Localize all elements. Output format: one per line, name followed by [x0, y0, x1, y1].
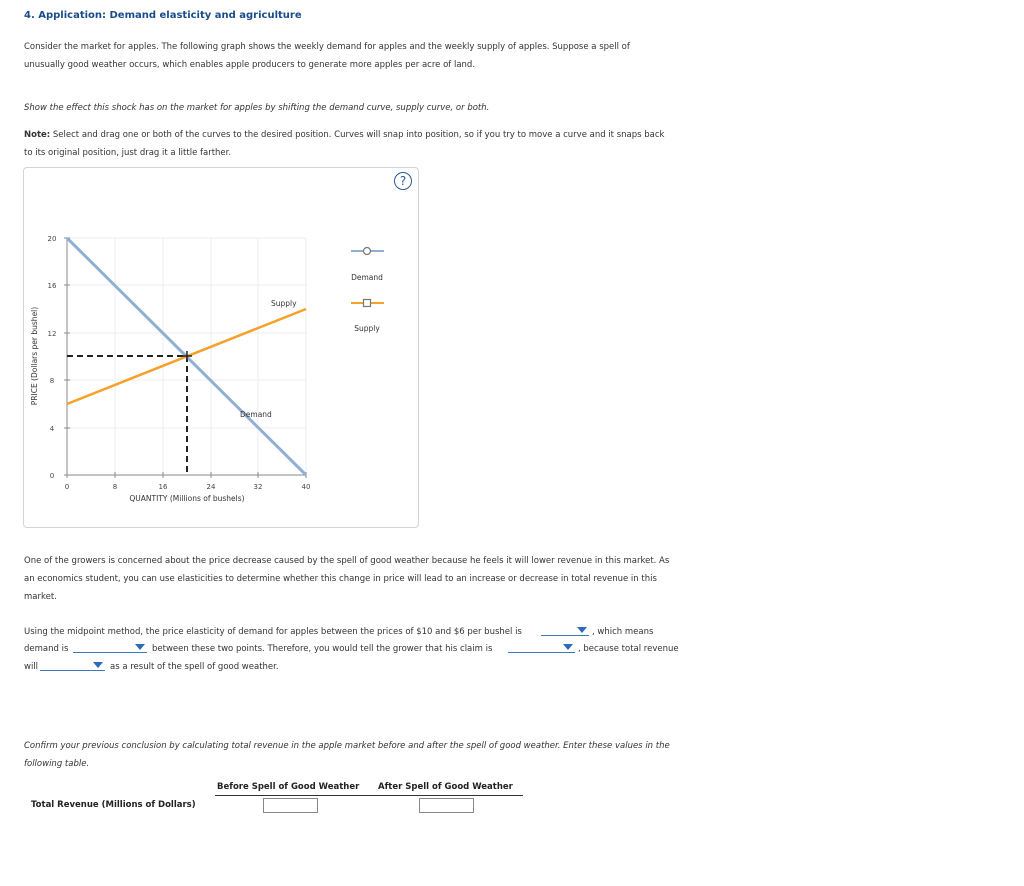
question-para-line-1: One of the growers is concerned about the price decrease caused by the spell of good weather because he feels it will lower revenue in this market. As	[24, 556, 670, 566]
chevron-down-icon	[135, 644, 145, 650]
x-tick-label: 0	[64, 483, 70, 491]
legend-demand-label: Demand	[351, 273, 383, 282]
revenue-after-input[interactable]	[419, 798, 474, 813]
question-para-line-3: market.	[24, 592, 57, 602]
sentence-1a: Using the midpoint method, the price elasticity of demand for apples between the prices of $10 and $6 per bushel is	[24, 627, 522, 637]
y-tick-label: 4	[49, 425, 55, 433]
y-tick-label: 12	[47, 330, 57, 338]
claim-dropdown[interactable]	[508, 641, 575, 653]
table-header-rule	[215, 795, 523, 796]
graph-panel	[23, 167, 419, 528]
legend-supply-icon[interactable]	[364, 300, 371, 307]
note-line-2: to its original position, just drag it a little farther.	[24, 148, 232, 158]
demand-curve-label: Demand	[240, 410, 272, 419]
page-title: 4. Application: Demand elasticity and agriculture	[24, 10, 302, 21]
y-tick-label: 0	[49, 472, 55, 480]
table-header-after: After Spell of Good Weather	[378, 782, 513, 792]
x-axis-label: QUANTITY (Millions of bushels)	[129, 494, 245, 503]
legend-supply-label: Supply	[354, 324, 380, 333]
revenue-change-dropdown[interactable]	[40, 659, 105, 671]
note-text-1: Select and drag one or both of the curves to the desired position. Curves will snap into position, so if you try to move a curve and it snaps back	[50, 130, 665, 140]
help-icon[interactable]: ?	[394, 172, 412, 190]
sentence-3a: will	[24, 662, 39, 672]
revenue-before-input[interactable]	[263, 798, 318, 813]
y-tick-label: 16	[47, 282, 57, 290]
question-para-line-2: an economics student, you can use elasticities to determine whether this change in price will lead to an increase or decrease in total revenue in this	[24, 574, 657, 584]
graph-svg	[24, 168, 418, 527]
sentence-2b: between these two points. Therefore, you would tell the grower that his claim is	[152, 644, 493, 654]
sentence-2a: demand is	[24, 644, 69, 654]
confirm-line-2: following table.	[24, 759, 90, 769]
demand-type-dropdown[interactable]	[73, 641, 147, 653]
chevron-down-icon	[577, 627, 587, 633]
chevron-down-icon	[563, 644, 573, 650]
chevron-down-icon	[93, 662, 103, 668]
sentence-2c: , because total revenue	[578, 644, 679, 654]
intro-line-2: unusually good weather occurs, which enables apple producers to generate more apples per acre of land.	[24, 60, 476, 70]
total-revenue-label: Total Revenue (Millions of Dollars)	[31, 800, 196, 810]
note-label: Note:	[24, 130, 51, 140]
supply-curve-label: Supply	[271, 299, 297, 308]
table-header-before: Before Spell of Good Weather	[217, 782, 360, 792]
x-tick-label: 40	[301, 483, 311, 491]
confirm-line-1: Confirm your previous conclusion by calculating total revenue in the apple market before and after the spell of good weather. Enter these values in the	[24, 741, 670, 751]
instruction-text: Show the effect this shock has on the market for apples by shifting the demand curve, supply curve, or both.	[24, 103, 490, 113]
x-tick-label: 32	[253, 483, 263, 491]
y-axis-label: PRICE (Dollars per bushel)	[30, 306, 39, 406]
x-tick-label: 24	[206, 483, 216, 491]
y-tick-label: 20	[47, 235, 57, 243]
elasticity-value-dropdown[interactable]	[541, 624, 589, 636]
x-tick-label: 16	[158, 483, 168, 491]
note-line-1	[24, 126, 664, 144]
sentence-1b: , which means	[592, 627, 654, 637]
sentence-3b: as a result of the spell of good weather.	[110, 662, 279, 672]
y-tick-label: 8	[49, 377, 55, 385]
legend-demand-icon[interactable]	[364, 248, 371, 255]
x-tick-label: 8	[112, 483, 118, 491]
intro-line-1: Consider the market for apples. The following graph shows the weekly demand for apples and the weekly supply of apples. Suppose a spell of	[24, 42, 630, 52]
